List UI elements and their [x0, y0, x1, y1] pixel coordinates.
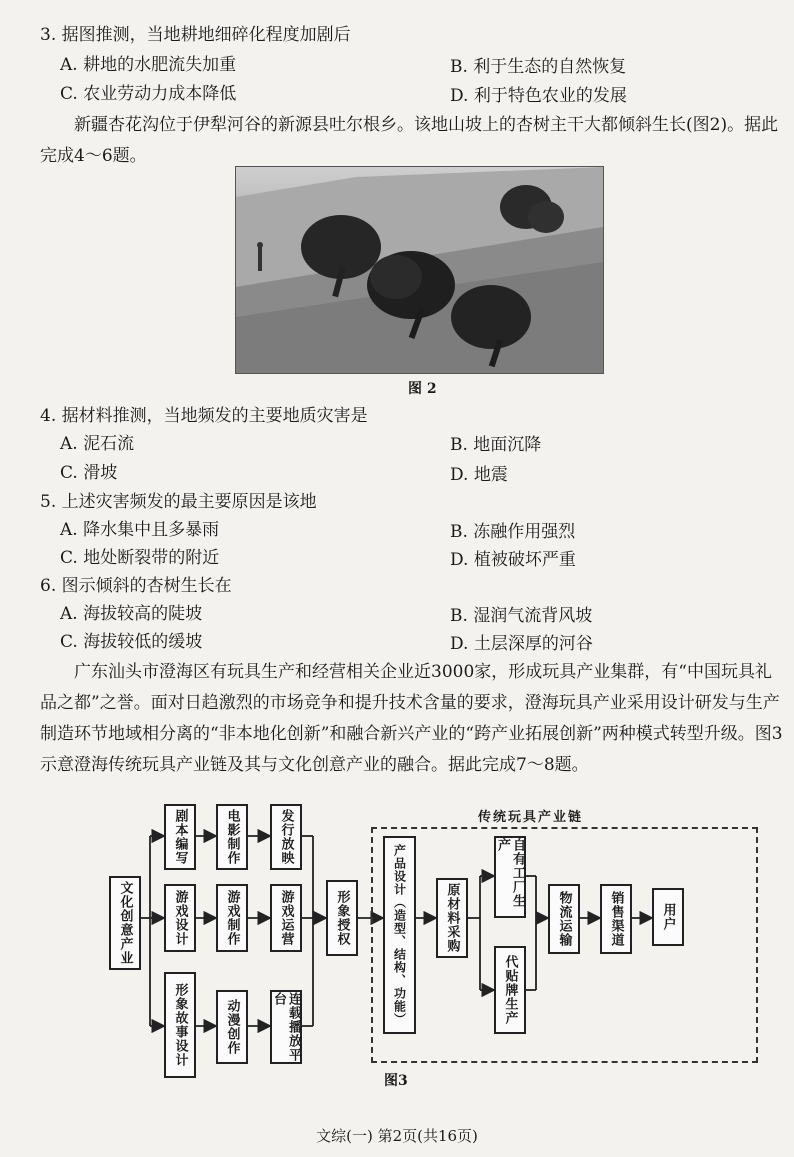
- box-film: 电影制作: [216, 804, 248, 870]
- q3-option-c: C. 农业劳动力成本降低: [60, 84, 237, 104]
- q5-stem: 5. 上述灾害频发的最主要原因是该地: [40, 492, 317, 512]
- q6-option-b: B. 湿润气流背风坡: [450, 606, 593, 626]
- box-own-factory: 自有工厂生产: [494, 836, 526, 918]
- box-material: 原材料采购: [436, 878, 468, 958]
- q6-option-c: C. 海拔较低的缓坡: [60, 632, 203, 652]
- box-game-design: 游戏设计: [164, 884, 196, 952]
- q4-option-a: A. 泥石流: [60, 434, 135, 454]
- box-license: 形象授权: [326, 880, 358, 956]
- box-serial: 连载播放平台: [271, 992, 301, 1062]
- page-footer: 文综(一) 第2页(共16页): [316, 1127, 478, 1145]
- box-game-ops: 游戏运营: [270, 884, 302, 952]
- q6-stem: 6. 图示倾斜的杏树生长在: [40, 576, 232, 596]
- fig2-caption: 图 2: [408, 381, 437, 397]
- box-image-story: 形象故事设计: [164, 972, 196, 1078]
- box-oem: 代贴牌生产: [494, 946, 526, 1034]
- q5-option-a: A. 降水集中且多暴雨: [60, 520, 220, 540]
- box-sales: 销售渠道: [600, 884, 632, 954]
- box-release: 发行放映: [270, 804, 302, 870]
- intro-toys: 广东汕头市澄海区有玩具生产和经营相关企业近3000家，形成玩具产业集群，有“中国玩具礼品之都”之誉。面对日趋激烈的市场竞争和提升技术含量的要求，澄海玩具产业采用设计研发与生产制造环节地域相分离的“非本地化创新”和融合新兴产业的“跨产业拓展创新”两种模式转型升级。图3示意澄海传统玩具产业链及其与文化创意产业的融合。据此完成7～8题。: [40, 662, 783, 775]
- box-logistics: 物流运输: [548, 884, 580, 954]
- box-product-design: 产品设计（造型、结构、功能）: [383, 836, 416, 1034]
- fig3-caption: 图3: [384, 1073, 408, 1089]
- box-user: 用户: [652, 888, 684, 946]
- q3-option-b: B. 利于生态的自然恢复: [450, 57, 627, 77]
- q3-option-a: A. 耕地的水肥流失加重: [60, 55, 237, 75]
- intro-apricot: 新疆杏花沟位于伊犁河谷的新源县吐尔根乡。该地山坡上的杏树主干大都倾斜生长(图2)。据此完成4～6题。: [40, 115, 779, 166]
- q6-option-d: D. 土层深厚的河谷: [450, 634, 593, 654]
- q6-option-a: A. 海拔较高的陡坡: [60, 604, 203, 624]
- q3-option-d: D. 利于特色农业的发展: [450, 86, 627, 106]
- box-game-make: 游戏制作: [216, 884, 248, 952]
- chain-title: 传统玩具产业链: [478, 810, 584, 825]
- q4-option-b: B. 地面沉降: [450, 435, 542, 455]
- q5-option-b: B. 冻融作用强烈: [450, 522, 576, 542]
- q4-stem: 4. 据材料推测，当地频发的主要地质灾害是: [40, 406, 368, 426]
- q3-stem: 3. 据图推测，当地耕地细碎化程度加剧后: [40, 25, 351, 45]
- q4-option-d: D. 地震: [450, 465, 508, 485]
- q4-option-c: C. 滑坡: [60, 463, 118, 483]
- q5-option-c: C. 地处断裂带的附近: [60, 548, 220, 568]
- q5-option-d: D. 植被破坏严重: [450, 550, 576, 570]
- box-script: 剧本编写: [164, 804, 196, 870]
- box-anime: 动漫创作: [216, 990, 248, 1064]
- box-culture: 文化创意产业: [109, 876, 141, 970]
